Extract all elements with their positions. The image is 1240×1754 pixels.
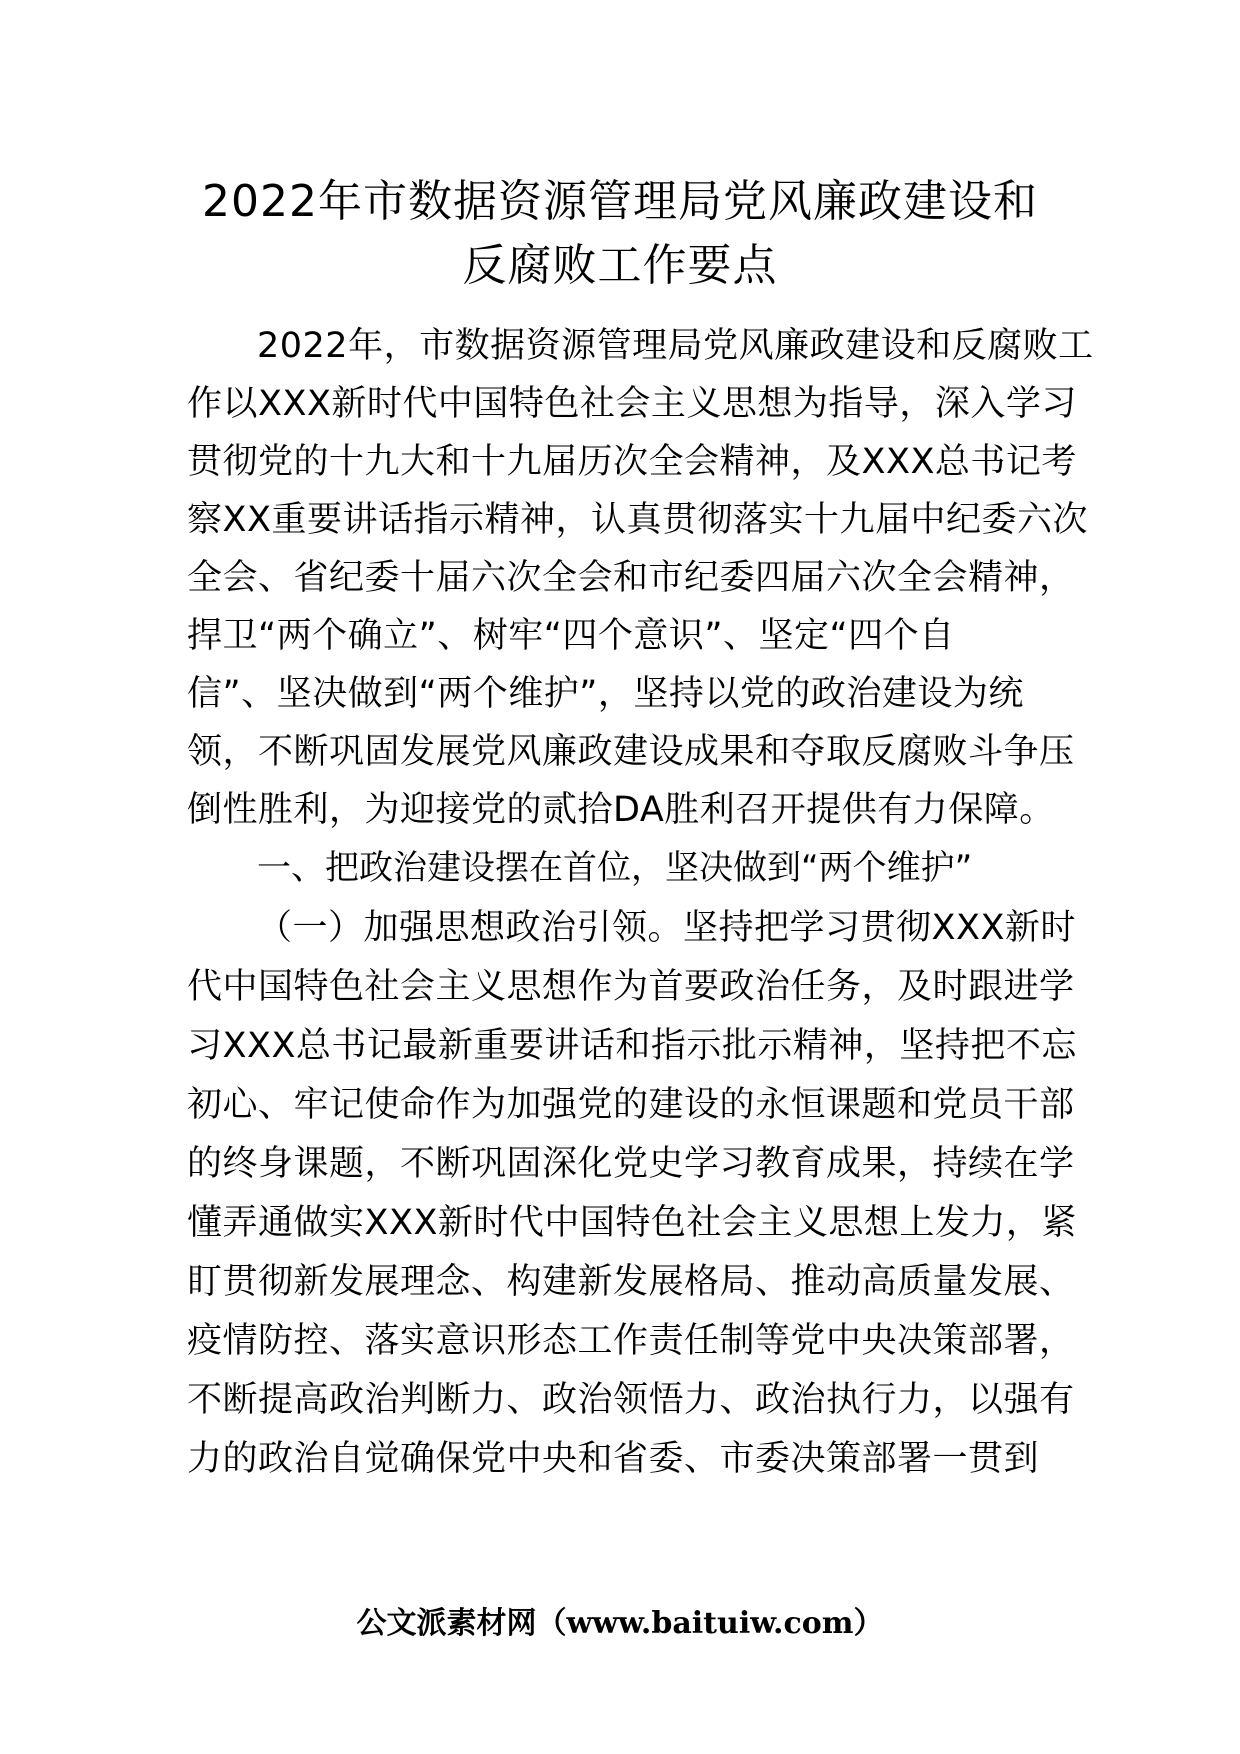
section-body-line: 疫情防控、落实意识形态工作责任制等党中央决策部署， bbox=[187, 1321, 1075, 1361]
intro-line: 2022年，市数据资源管理局党风廉政建设和反腐败工 bbox=[257, 326, 1094, 366]
section-body-line: 的终身课题，不断巩固深化党史学习教育成果，持续在学 bbox=[187, 1144, 1075, 1184]
section-body-line: 初心、牢记使命作为加强党的建设的永恒课题和党员干部 bbox=[187, 1085, 1075, 1125]
section-body-line: 力的政治自觉确保党中央和省委、市委决策部署一贯到 bbox=[187, 1439, 1040, 1479]
intro-line: 贯彻党的十九大和十九届历次全会精神，及XXX总书记考 bbox=[187, 442, 1077, 482]
section-body-line: 不断提高政治判断力、政治领悟力、政治执行力，以强有 bbox=[187, 1380, 1075, 1420]
section-body-line: 习XXX总书记最新重要讲话和指示批示精神，坚持把不忘 bbox=[187, 1026, 1077, 1066]
footer-watermark: 公文派素材网（www.baituiw.com） bbox=[356, 1606, 884, 1641]
intro-line: 捍卫“两个确立”、树牢“四个意识”、坚定“四个自 bbox=[187, 616, 955, 656]
section-body-line: 懂弄通做实XXX新时代中国特色社会主义思想上发力，紧 bbox=[187, 1203, 1077, 1243]
intro-line: 察XX重要讲话指示精神，认真贯彻落实十九届中纪委六次 bbox=[187, 500, 1088, 540]
intro-line: 领，不断巩固发展党风廉政建设成果和夺取反腐败斗争压 bbox=[187, 732, 1075, 772]
document-title-line-2: 反腐败工作要点 bbox=[462, 240, 778, 291]
section-body-line: 盯贯彻新发展理念、构建新发展格局、推动高质量发展、 bbox=[187, 1262, 1075, 1302]
section-heading: 一、把政治建设摆在首位，坚决做到“两个维护” bbox=[257, 848, 973, 888]
document-title-line-1: 2022年市数据资源管理局党风廉政建设和 bbox=[202, 176, 1038, 227]
intro-line: 信”、坚决做到“两个维护”，坚持以党的政治建设为统 bbox=[187, 674, 1024, 714]
intro-line: 作以XXX新时代中国特色社会主义思想为指导，深入学习 bbox=[187, 384, 1077, 424]
intro-line: 倒性胜利，为迎接党的贰拾DA胜利召开提供有力保障。 bbox=[187, 790, 1055, 830]
intro-line: 全会、省纪委十届六次全会和市纪委四届六次全会精神， bbox=[187, 558, 1075, 598]
section-body-line: 代中国特色社会主义思想作为首要政治任务，及时跟进学 bbox=[187, 967, 1075, 1007]
section-body-line: （一）加强思想政治引领。坚持把学习贯彻XXX新时 bbox=[257, 908, 1076, 948]
